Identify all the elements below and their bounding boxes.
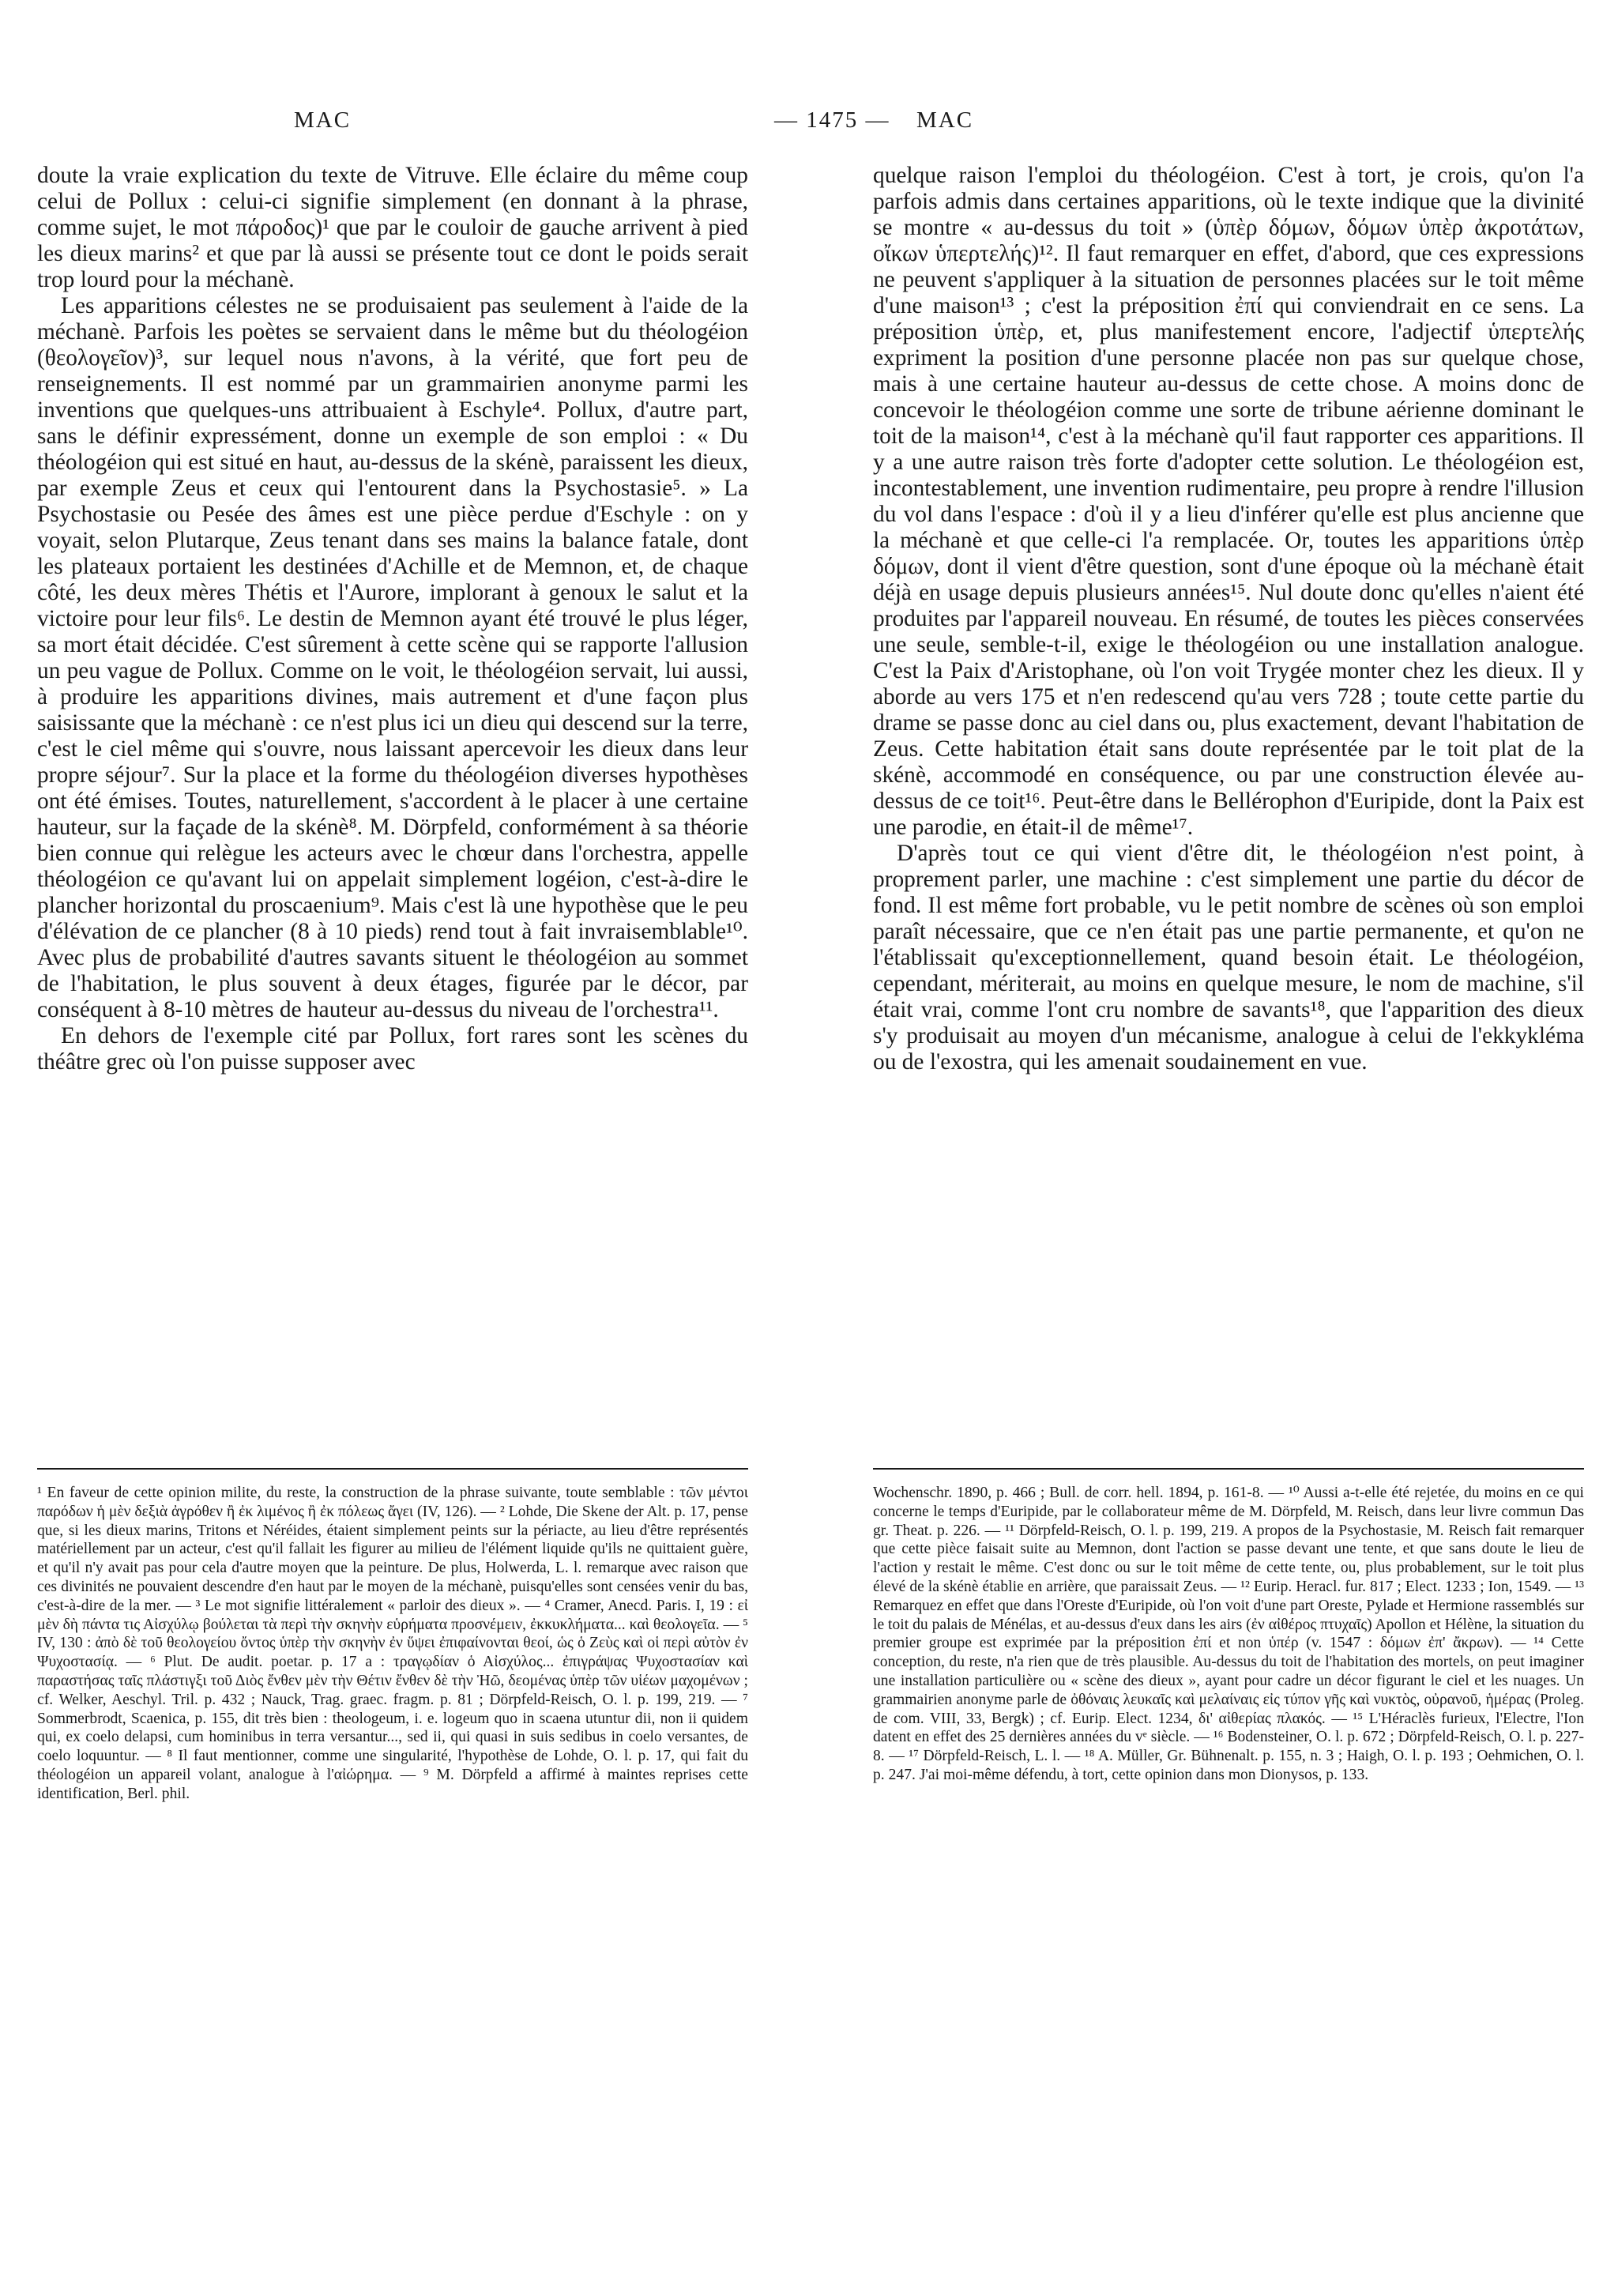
running-head-right: MAC [916, 107, 974, 133]
footnotes-left-text: ¹ En faveur de cette opinion milite, du reste, la construction de la phrase suivante, toute semblable : τῶν μέντοι παρόδων ἡ μὲν δεξιὰ ἀγρόθεν ἢ ἐκ λιμένος ἢ ἐκ πόλεως ἄγει (IV, 126). — ² Lohde, Die Skene der Alt. p. 17, pense que, si les dieux marins, Tritons et Néréides, étaient simplement peints sur la périacte, au lieu d'être représentés matériellement par un acteur, c'est qu'il fallait les figurer au milieu de l'élément liquide qu'ils ne quittaient guère, et qu'il n'y avait pas pour cela d'autre moyen que la peinture. De plus, Holwerda, L. l. remarque avec raison que ces divinités ne pouvaient descendre d'en haut par le moyen de la méchanè, puisqu'elles sont censées venir du bas, c'est-à-dire de la mer. — ³ Le mot signifie littéralement « parloir des dieux ». — ⁴ Cramer, Anecd. Paris. I, 19 : εἰ μὲν δὴ πάντα τις Αἰσχύλῳ βούλεται τὰ περὶ τὴν σκηνὴν εὑρήματα προσνέμειν, ἐκκυκλήματα... καὶ θεολογεῖα. — ⁵ IV, 130 : ἀπὸ δὲ τοῦ θεολογείου ὄντος ὑπὲρ τὴν σκηνὴν ἐν ὕψει ἐπιφαίνονται θεοί, ὡς ὁ Ζεὺς καὶ οἱ περὶ αὐτὸν ἐν Ψυχοστασίᾳ. — ⁶ Plut. De audit. poetar. p. 17 a : τραγῳδίαν ὁ Αἰσχύλος... ἐπιγράψας Ψυχοστασίαν καὶ παραστήσας ταῖς πλάστιγξι τοῦ Διὸς ἔνθεν μὲν τὴν Θέτιν ἔνθεν δὲ τὴν Ἠῶ, δεομένας ὑπὲρ τῶν υἱέων μαχομένων ; cf. Welker, Aeschyl. Tril. p. 432 ; Nauck, Trag. graec. fragm. p. 81 ; Dörpfeld-Reisch, O. l. p. 199, 219. — ⁷ Sommerbrodt, Scaenica, p. 155, dit très bien : theologeum, i. e. logeum quo in scaena utuntur dii, non ii quidem qui, ex coelo delapsi, cum hominibus in terra versantur..., sed ii, qui quasi in suis sedibus in coelo versantes, de coelo loquuntur. — ⁸ Il faut mentionner, comme une singularité, l'hypothèse de Lohde, O. l. p. 17, qui fait du théologéion un appareil volant, analogue à l'αἰώρημα. — ⁹ M. Dörpfeld a affirmé à maintes reprises cette identification, Berl. phil. [37, 1485, 748, 1802]
footnote-divider-left [37, 1468, 748, 1470]
footnotes-right [873, 1484, 1584, 1785]
left-column [37, 163, 748, 1075]
page-number: — 1475 — [774, 107, 890, 133]
footnotes-right-text: Wochenschr. 1890, p. 466 ; Bull. de corr. hell. 1894, p. 161-8. — ¹⁰ Aussi a-t-elle été rejetée, du moins en ce qui concerne le temps d'Euripide, par le collaborateur même de M. Dörpfeld, M. Reisch, dans leur livre commun Das gr. Theat. p. 226. — ¹¹ Dörpfeld-Reisch, O. l. p. 199, 219. A propos de la Psychostasie, M. Reisch fait remarquer que cette pièce faisait suite au Memnon, dont l'action se passe devant une tente, et que sans doute le lieu de l'action y restait le même. C'est donc ou sur le toit même de cette tente, ou, plus probablement, sur le toit plus élevé de la skénè établie en arrière, que paraissait Zeus. — ¹² Eurip. Heracl. fur. 817 ; Elect. 1233 ; Ion, 1549. — ¹³ Remarquez en effet que dans l'Oreste d'Euripide, où l'on voit d'une part Oreste, Pylade et Hermione rassemblés sur le toit du palais de Ménélas, et au-dessus d'eux dans les airs (ἐν αἰθέρος πτυχαῖς) Apollon et Hélène, la situation du premier groupe est exprimée par la préposition ἐπί et non ὑπέρ (v. 1547 : δόμων ἐπ' ἄκρων). — ¹⁴ Cette conception, du reste, n'a rien que de très plausible. Au-dessus du toit de l'habitation des mortels, on peut imaginer une installation particulière ou « scène des dieux », ayant pour cadre un décor figurant le ciel et les nuages. Un grammairien anonyme parle de ὀθόναις λευκαῖς καὶ μελαίναις εἰς τύπον γῆς καὶ νυκτὸς, οὐρανοῦ, ἡμέρας (Proleg. de com. VIII, 33, Bergk) ; cf. Eurip. Elect. 1234, δι' αἰθερίας πλακός. — ¹⁵ L'Héraclès furieux, l'Electre, l'Ion datent en effet des 25 dernières années du vᵉ siècle. — ¹⁶ Bodensteiner, O. l. p. 672 ; Dörpfeld-Reisch, O. l. p. 227-8. — ¹⁷ Dörpfeld-Reisch, L. l. — ¹⁸ A. Müller, Gr. Bühnenalt. p. 155, n. 3 ; Haigh, O. l. p. 193 ; Oehmichen, O. l. p. 247. J'ai moi-même défendu, à tort, cette opinion dans mon Dionysos, p. 133. [873, 1485, 1584, 1783]
left-paragraph-1: doute la vraie explication du texte de Vitruve. Elle éclaire du même coup celui de Pollux : celui-ci signifie simplement (en donnant à la phrase, comme sujet, le mot πάροδος)¹ que par le couloir de gauche arrivent à pied les dieux marins² et que par là aussi se présente tout ce dont le poids serait trop lourd pour la méchanè. [37, 163, 748, 292]
left-paragraph-2: Les apparitions célestes ne se produisaient pas seulement à l'aide de la méchanè. Parfois les poètes se servaient dans le même but du théologéion (θεολογεῖον)³, sur lequel nous n'avons, à la vérité, que fort peu de renseignements. Il est nommé par un grammairien anonyme parmi les inventions que quelques-uns attribuaient à Eschyle⁴. Pollux, d'autre part, sans le définir expressément, donne un exemple de son emploi : « Du théologéion qui est situé en haut, au-dessus de la skénè, paraissent les dieux, par exemple Zeus et ceux qui l'entourent dans la Psychostasie⁵. » La Psychostasie ou Pesée des âmes est une pièce perdue d'Eschyle : on y voyait, selon Plutarque, Zeus tenant dans ses mains la balance fatale, dont les plateaux portaient les destinées d'Achille et de Memnon, et, de chaque côté, les deux mères Thétis et l'Aurore, implorant à genoux le salut et la victoire pour leur fils⁶. Le destin de Memnon ayant été trouvé le plus léger, sa mort était décidée. C'est sûrement à cette scène qui se rapporte l'allusion un peu vague de Pollux. Comme on le voit, le théologéion servait, lui aussi, à produire les apparitions divines, mais autrement et d'une façon plus saisissante que la méchanè : ce n'est plus ici un dieu qui descend sur la terre, c'est le ciel même qui s'ouvre, nous laissant apercevoir les dieux dans leur propre séjour⁷. Sur la place et la forme du théologéion diverses hypothèses ont été émises. Toutes, naturellement, s'accordent à le placer à une certaine hauteur, sur la façade de la skénè⁸. M. Dörpfeld, conformément à sa théorie bien connue qui relègue les acteurs avec le chœur dans l'orchestra, appelle théologéion ce qu'avant lui on appelait simplement logéion, c'est-à-dire le plancher horizontal du proscaenium⁹. Mais c'est là une hypothèse que le peu d'élévation de ce plancher (8 à 10 pieds) rend tout à fait invraisemblable¹⁰. Avec plus de probabilité d'autres savants situent le théologéion au sommet de l'habitation, le plus souvent à deux étages, figurée par le décor, par conséquent à 8-10 mètres de hauteur au-dessus du niveau de l'orchestra¹¹. [37, 293, 748, 1022]
footnote-divider-right [873, 1468, 1584, 1470]
right-paragraph-2: D'après tout ce qui vient d'être dit, le théologéion n'est point, à proprement parler, une machine : c'est simplement une partie du décor de fond. Il est même fort probable, vu le petit nombre de scènes où son emploi paraît nécessaire, que ce n'en était pas une partie permanente, et qu'on ne l'établissait qu'exceptionnellement, quand besoin était. Le théologéion, cependant, mériterait, au moins en quelque mesure, le nom de machine, s'il était vrai, comme l'ont cru nombre de savants¹⁸, que l'apparition des dieux s'y produisait au moyen d'un mécanisme, analogue à celui de l'ekkykléma ou de l'exostra, qui les amenait soudainement en vue. [873, 841, 1584, 1075]
left-paragraph-3: En dehors de l'exemple cité par Pollux, fort rares sont les scènes du théâtre grec où l'on puisse supposer avec [37, 1023, 748, 1075]
running-head-left: MAC [294, 107, 352, 133]
footnotes-left [37, 1484, 748, 1804]
right-paragraph-1: quelque raison l'emploi du théologéion. C'est à tort, je crois, qu'on l'a parfois admis dans certaines apparitions, où le texte indique que la divinité se montre « au-dessus du toit » (ὑπὲρ δόμων, δόμων ὑπὲρ ἀκροτάτων, οἴκων ὑπερτελής)¹². Il faut remarquer en effet, d'abord, que ces expressions ne peuvent s'appliquer à la situation de personnes placées sur le toit même d'une maison¹³ ; c'est la préposition ἐπί qui conviendrait en ce sens. La préposition ὑπὲρ, et, plus manifestement encore, l'adjectif ὑπερτελής expriment la position d'une personne placée non pas sur quelque chose, mais à une certaine hauteur au-dessus de cette chose. A moins donc de concevoir le théologéion comme une sorte de tribune aérienne dominant le toit de la maison¹⁴, c'est à la méchanè qu'il faut rapporter ces apparitions. Il y a une autre raison très forte d'adopter cette solution. Le théologéion est, incontestablement, une invention rudimentaire, peu propre à rendre l'illusion du vol dans l'espace : d'où il y a lieu d'inférer qu'elle est plus ancienne que la méchanè et que celle-ci l'a remplacée. Or, toutes les apparitions ὑπὲρ δόμων, dont il vient d'être question, sont d'une époque où la méchanè était déjà en usage depuis plusieurs années¹⁵. Nul doute donc qu'elles n'aient été produites par l'appareil nouveau. En résumé, de toutes les pièces conservées une seule, semble-t-il, exige le théologéion ou une installation analogue. C'est la Paix d'Aristophane, où l'on voit Trygée monter chez les dieux. Il y aborde au vers 175 et n'en redescend qu'au vers 728 ; toute cette partie du drame se passe donc au ciel dans ou, plus exactement, devant l'habitation de Zeus. Cette habitation était sans doute représentée par le toit plat de la skénè, accommodé en conséquence, ou par une construction élevée au-dessus de ce toit¹⁶. Peut-être dans le Bellérophon d'Euripide, dont la Paix est une parodie, en était-il de même¹⁷. [873, 163, 1584, 840]
right-column [873, 163, 1584, 1075]
